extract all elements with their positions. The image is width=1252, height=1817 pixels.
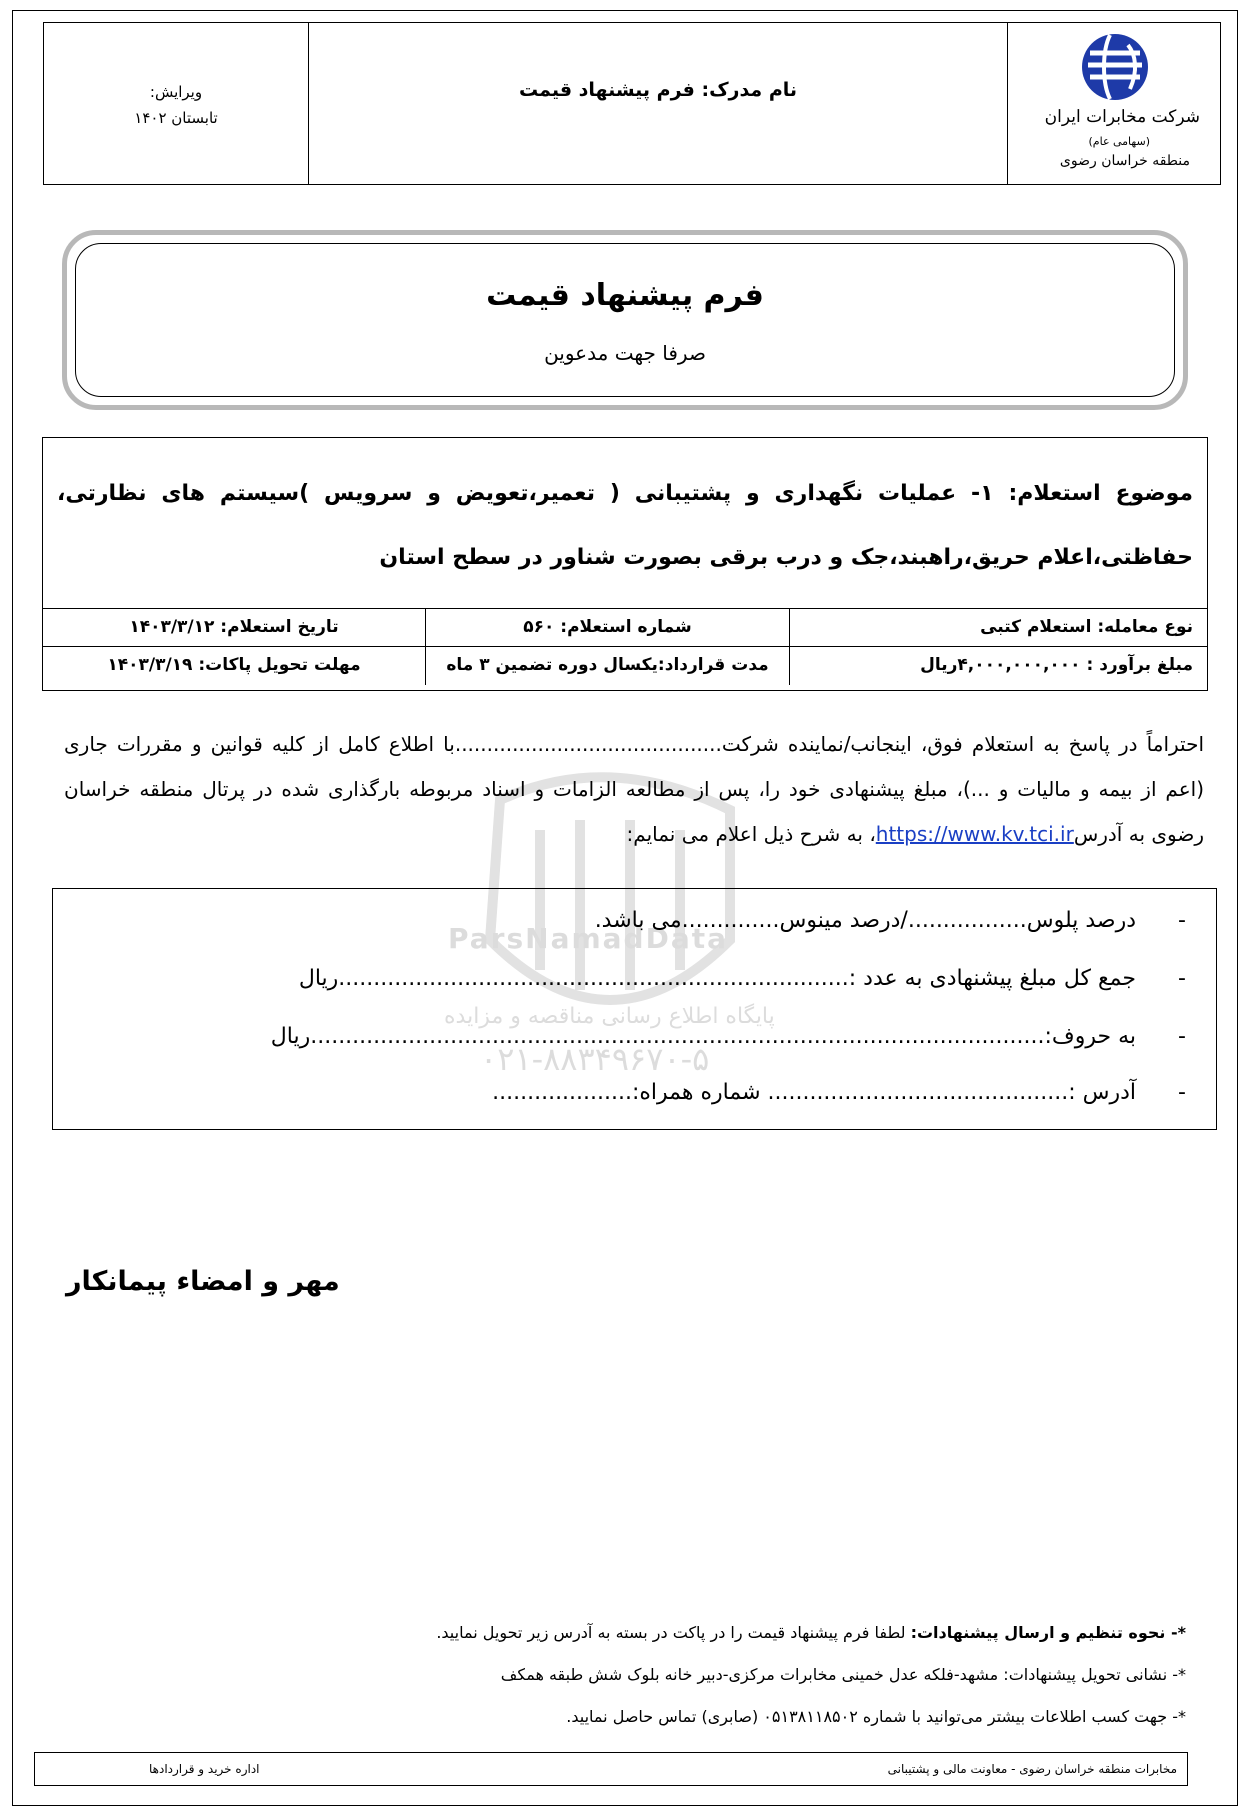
estimated-amount: مبلغ برآورد : ۴,۰۰۰,۰۰۰,۰۰۰ریال	[789, 647, 1207, 685]
form-subtitle: صرفا جهت مدعوین	[544, 341, 706, 365]
inquiry-number: شماره استعلام: ۵۶۰	[425, 609, 789, 647]
inquiry-subject: موضوع استعلام: ۱- عملیات نگهداری و پشتیبانی ( تعمیر،تعویض و سرویس )سیستم های نظارتی، حفاظتی،اعلام حریق،راهبند،جک و درب برقی بصورت شناور در سطح استان	[57, 481, 1193, 570]
percent-field[interactable]	[113, 901, 1186, 941]
intro-paragraph	[64, 722, 1204, 857]
watermark-brand: ParsNamadData	[448, 922, 728, 955]
note-item	[60, 1612, 1186, 1654]
company-type: (سهامی عام)	[1088, 135, 1150, 148]
footer-department: مخابرات منطقه خراسان رضوی - معاونت مالی و پشتیبانی	[887, 1762, 1177, 1776]
company-region: منطقه خراسان رضوی	[1059, 153, 1190, 169]
table-row	[43, 646, 1207, 685]
contractor-signature-label: مهر و امضاء پیمانکار	[66, 1266, 340, 1297]
company-logo-cell	[1007, 23, 1220, 184]
bullet-dash: -	[1178, 966, 1186, 991]
note-item: *- جهت کسب اطلاعات بیشتر می‌توانید با شماره ۰۵۱۳۸۱۱۸۵۰۲ (صابری) تماس حاصل نمایید.	[566, 1707, 1186, 1726]
inquiry-date: تاریخ استعلام: ۱۴۰۳/۳/۱۲	[129, 617, 339, 637]
document-name: نام مدرک: فرم پیشنهاد قیمت	[308, 23, 1007, 184]
note-item: *- نشانی تحویل پیشنهادات: مشهد-فلکه عدل خمینی مخابرات مرکزی-دبیر خانه بلوک شش طبقه همکف	[500, 1665, 1186, 1684]
address-field[interactable]	[113, 1073, 1186, 1113]
version-label: ویرایش:	[149, 83, 203, 101]
watermark-line: پایگاه اطلاع رسانی مناقصه و مزایده	[444, 1004, 775, 1029]
amount-words-field[interactable]	[113, 1017, 1186, 1057]
form-title: فرم پیشنهاد قیمت	[486, 278, 764, 313]
company-name: شرکت مخابرات ایران	[1044, 107, 1200, 127]
delivery-deadline: مهلت تحویل پاکات: ۱۴۰۳/۳/۱۹	[107, 655, 361, 675]
table-row	[43, 608, 1207, 647]
watermark-phone: ۰۲۱-۸۸۳۴۹۶۷۰-۵	[480, 1040, 710, 1078]
page-footer	[34, 1752, 1188, 1786]
amount-words-text: به حروف:.........................................................................................................ریال	[270, 1024, 1136, 1049]
bullet-dash: -	[1178, 1080, 1186, 1105]
portal-link[interactable]: https://www.kv.tci.ir	[875, 822, 1074, 846]
tci-logo-icon	[1080, 31, 1150, 103]
title-box	[62, 230, 1188, 410]
offer-fields-box	[52, 888, 1217, 1130]
total-amount-text: جمع کل مبلغ پیشنهادی به عدد :.........................................................................ریال	[298, 966, 1136, 991]
transaction-type: نوع معامله: استعلام کتبی	[789, 609, 1207, 647]
document-header	[43, 22, 1221, 185]
paragraph-part1: احتراماً در پاسخ به استعلام فوق، اینجانب/نماینده شرکت..........................................با اطلاع کامل از کلیه قوانین و مقررات جاری (اعم از بیمه و مالیات و ...)، مبلغ پیشنهادی خود را، پس از مطالعه الزامات و اسناد مربوطه بارگذاری شده در پرتال منطقه خراسان رضوی به آدرس	[64, 732, 1204, 846]
footer-office: اداره خرید و قراردادها	[149, 1762, 260, 1776]
version-value: تابستان ۱۴۰۲	[134, 109, 218, 127]
bullet-dash: -	[1178, 1024, 1186, 1049]
percent-field-text: درصد پلوس................./درصد مینوس..............می باشد.	[594, 908, 1136, 933]
version-cell	[44, 23, 308, 184]
inquiry-table	[42, 437, 1208, 691]
note-heading: *- نحوه تنظیم و ارسال پیشنهادات:	[910, 1623, 1186, 1642]
notes-section	[60, 1612, 1186, 1738]
contract-duration: مدت قرارداد:یکسال دوره تضمین ۳ ماه	[425, 647, 789, 685]
total-amount-field[interactable]	[113, 959, 1186, 999]
address-text: آدرس :........................................... شماره همراه:....................	[492, 1080, 1136, 1105]
bullet-dash: -	[1178, 908, 1186, 933]
paragraph-part2: ، به شرح ذیل اعلام می نمایم:	[626, 822, 876, 846]
note-text: لطفا فرم پیشنهاد قیمت را در پاکت در بسته به آدرس زیر تحویل نمایید.	[436, 1623, 911, 1642]
